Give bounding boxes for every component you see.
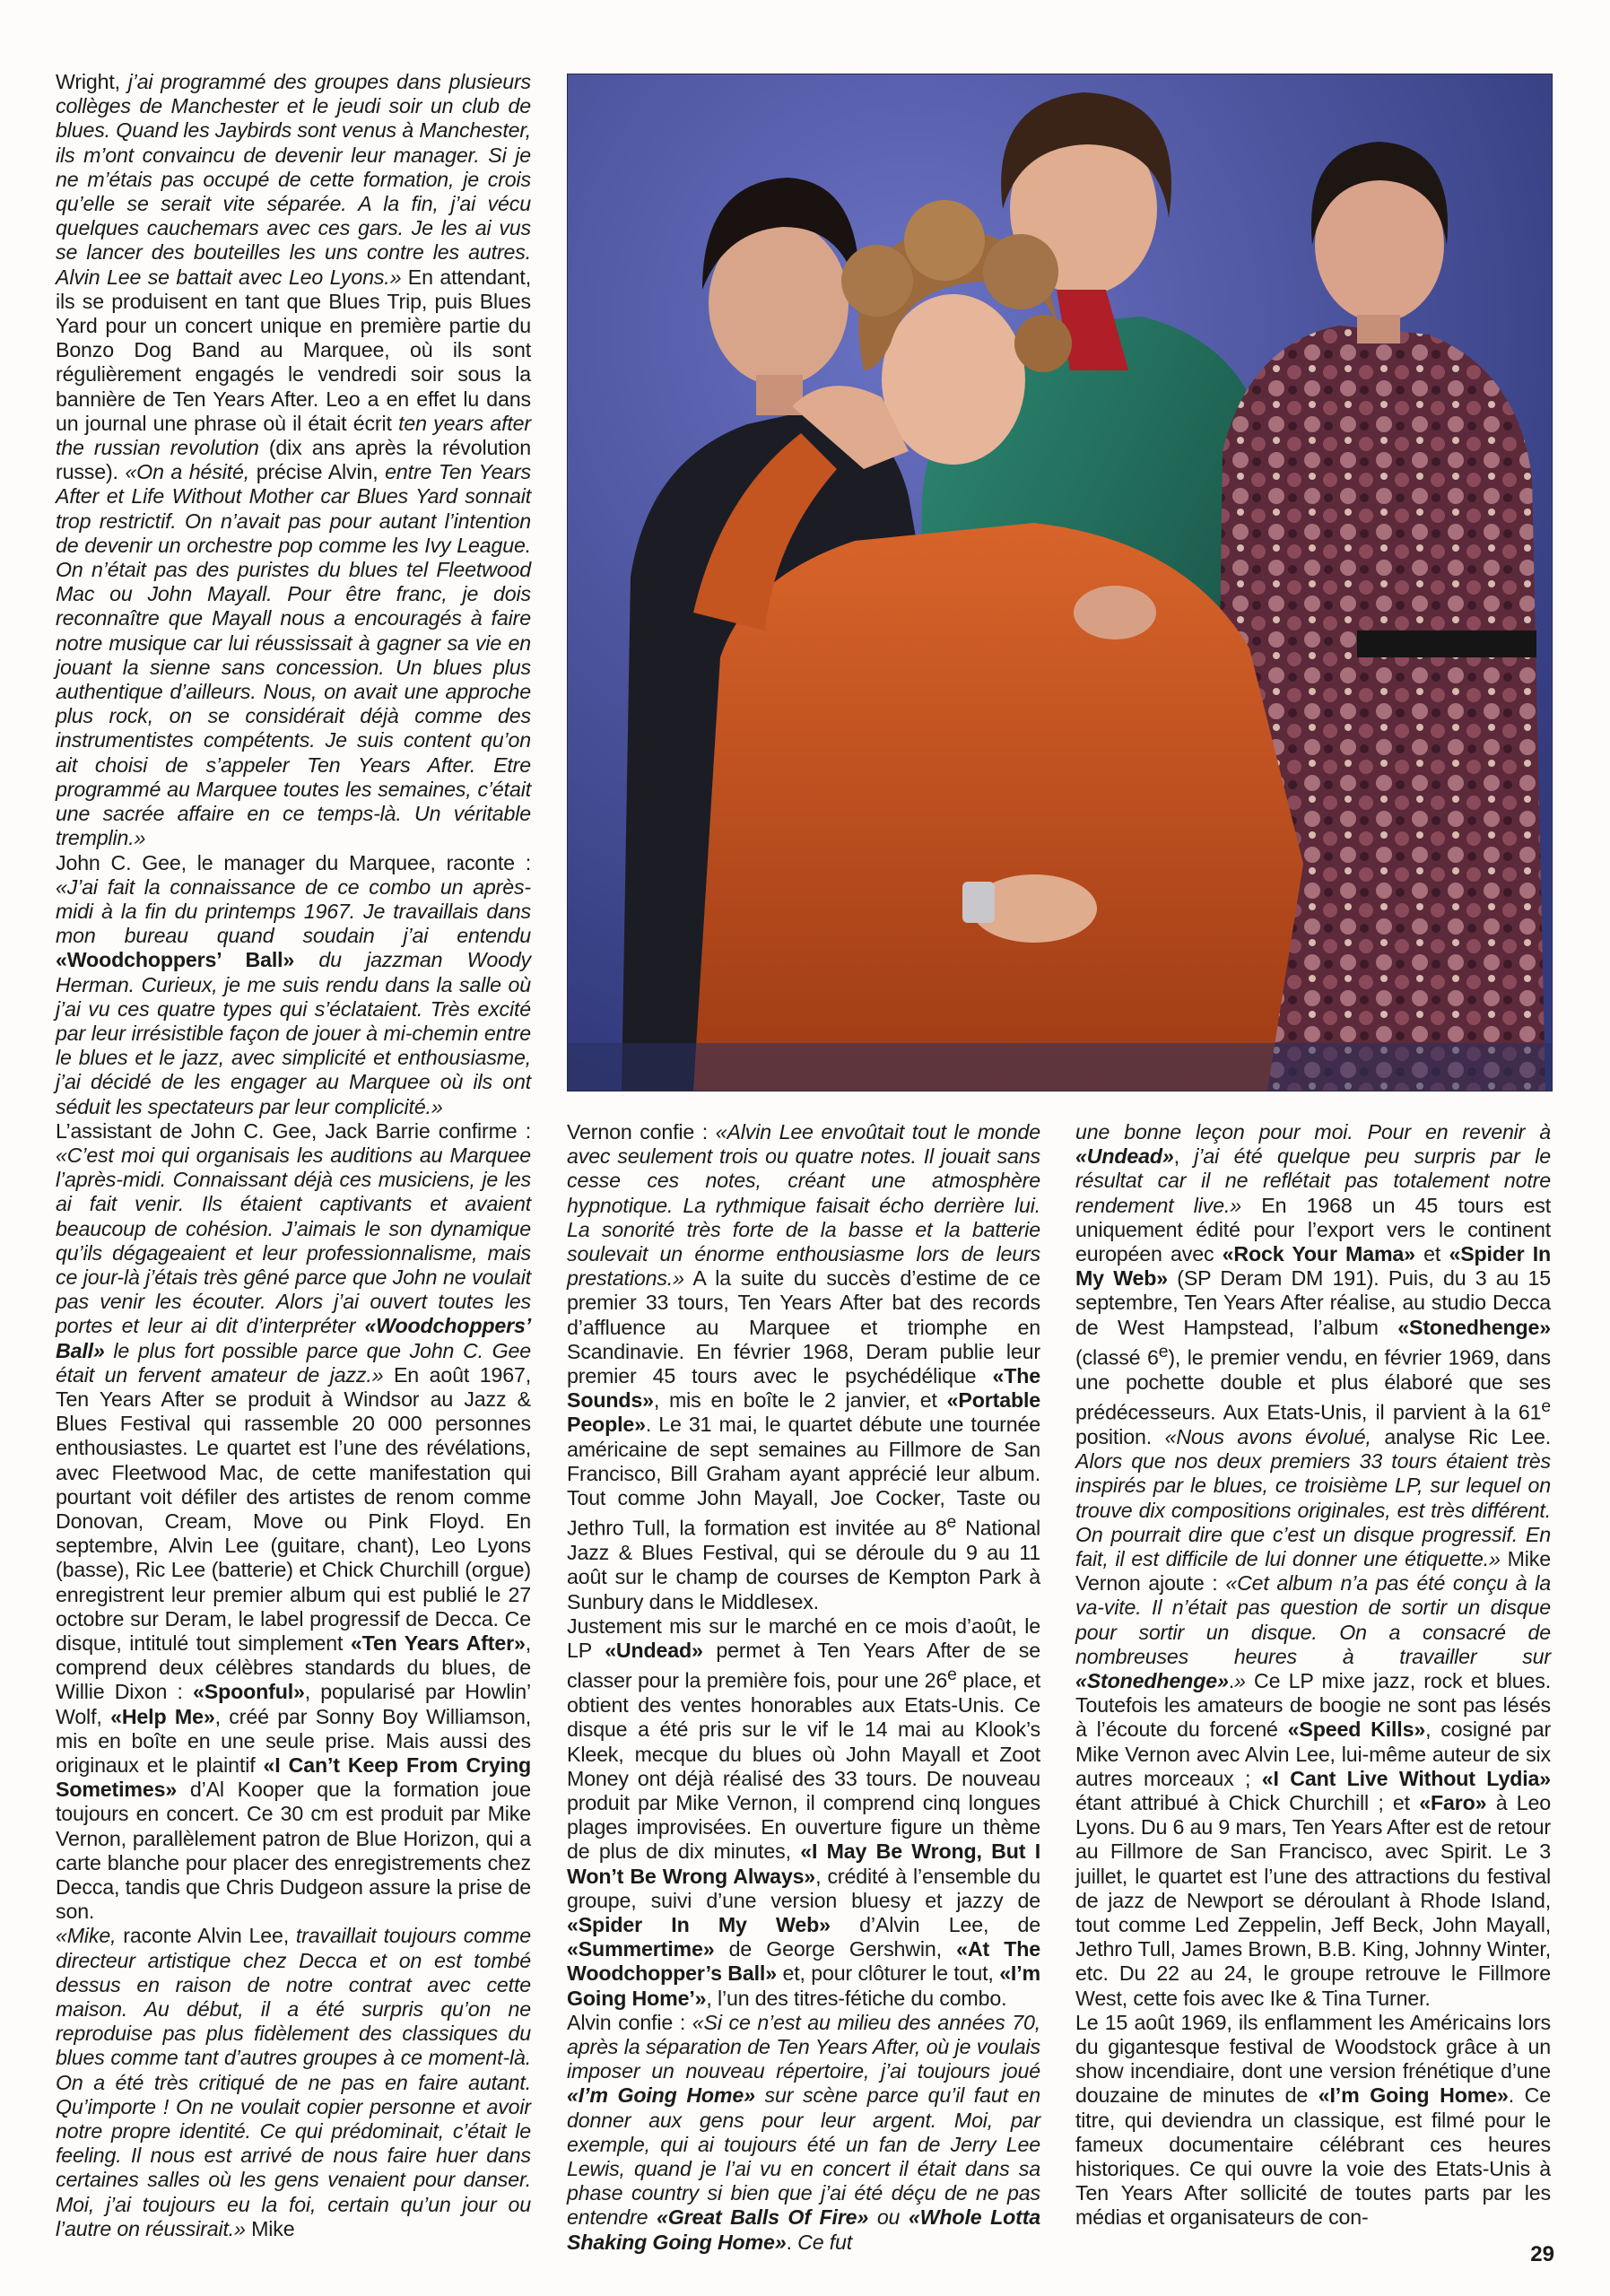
band-photo-illustration bbox=[568, 74, 1552, 1091]
column-left-text: Wright, j’ai programmé des groupes dans plusieurs collèges de Manchester et le jeudi soir un club de blues. Quand les Jaybirds sont venus à Manchester, ils m’ont convaincu de devenir leur manager. Si je ne m’étais pas occupé de cette formation, je crois qu’elle se serait vite séparée. A la fin, j’ai vécu quelques cauchemars avec ces gars. Je les ai vus se lancer des bouteilles les uns contre les autres. Alvin Lee se battait avec Leo Lyons.» En attendant, ils se produisent en tant que Blues Trip, puis Blues Yard pour un concert unique en première partie du Bonzo Dog Band au Marquee, où ils sont régulièrement engagés le vendredi soir sous la bannière de Ten Years After. Leo a en effet lu dans un journal une phrase où il était écrit ten years after the russian revolution (dix ans après la révolution russe). «On a hésité, précise Alvin, entre Ten Years After et Life Without Mother car Blues Yard sonnait trop restrictif. On n’avait pas pour autant l’intention de devenir un orchestre pop comme les Ivy League. On n’était pas des puristes du blues tel Fleetwood Mac ou John Mayall. Pour être franc, je dois reconnaître que Mayall nous a encouragés à faire notre musique car lui réussissait à gagner sa vie en jouant la sienne sans concession. Un blues plus authentique d’ailleurs. Nous, on avait une approche plus rock, on se considérait déjà comme des instrumentistes compétents. Je suis content qu’on ait choisi de s’appeler Ten Years After. Etre programmé au Marquee toutes les semaines, c’était une sacrée affaire en ce temps-là. Un véritable tremplin.» John C. Gee, le manager du Marquee, raconte : «J’ai fait la connaissance de ce combo un après-midi à la fin du printemps 1967. Je travaillais dans mon bureau quand soudain j’ai entendu «Woodchoppers’ Ball» du jazzman Woody Herman. Curieux, je me suis rendu dans la salle où j’ai vu ces quatre types qui s’éclataient. Très excité par leur irrésistible façon de jouer à mi-chemin entre le blues et le jazz, avec simplicité et enthousiasme, j’ai décidé de les engager au Marquee où ils ont séduit les spectateurs par leur complicité.» L’assistant de John C. Gee, Jack Barrie confirme : «C’est moi qui organisais les auditions au Marquee l’après-midi. Connaissant déjà ces musiciens, je les ai fait venir. Ils étaient captivants et avaient beaucoup de cohésion. J’aimais le son dynamique qu’ils dégageaient et leur professionnalisme, mais ce jour-là j’étais très gêné parce que John ne voulait pas venir les écouter. Alors j’ai ouvert toutes les portes et leur ai dit d’interpréter «Woodchoppers’ Ball» le plus fort possible parce que John C. Gee était un fervent amateur de jazz.» En août 1967, Ten Years After se produit à Windsor au Jazz & Blues Festival qui rassemble 20 000 personnes enthousiastes. Le quartet est l’une des révélations, avec Fleetwood Mac, de cette manifestation qui pourtant voit défiler des artistes de renom comme Donovan, Cream, Move ou Pink Floyd. En septembre, Alvin Lee (guitare, chant), Leo Lyons (basse), Ric Lee (batterie) et Chick Churchill (orgue) enregistrent leur premier album qui est publié le 27 octobre sur Deram, le label progressif de Decca. Ce disque, intitulé tout simplement «Ten Years After», comprend deux célèbres standards du blues, de Willie Dixon : «Spoonful», popularisé par Howlin’ Wolf, «Help Me», créé par Sonny Boy Williamson, mis en boîte en une seule prise. Mais aussi des originaux et le plaintif «I Can’t Keep From Crying Sometimes» d’Al Kooper que la formation joue toujours en concert. Ce 30 cm est produit par Mike Vernon, parallèlement patron de Blue Horizon, qui a carte blanche pour placer des enregistrements chez Decca, tandis que Chris Dudgeon assure la prise de son. «Mike, raconte Alvin Lee, travaillait toujours comme directeur artistique chez Decca et on est tombé dessus en raison de notre contrat avec cette maison. Au début, il a été surpris qu’on ne reproduise pas plus fidèlement des classiques du blues comme tant d’autres groupes à ce moment-là. On a été très critiqué de ne pas en faire autant. Qu’importe ! On ne voulait copier personne et avoir notre propre identité. Ce qui prédominait, c’était le feeling. Il nous est arrivé de nous faire huer dans certaines salles où les gens venaient pour danser. Moi, j’ai toujours eu la foi, certain qu’un jour ou l’autre on réussirait.» Mike bbox=[56, 70, 532, 2240]
article-column-middle bbox=[567, 1120, 1040, 2255]
article-column-left bbox=[56, 70, 531, 2241]
article-column-right bbox=[1075, 1120, 1551, 2231]
band-photo bbox=[567, 74, 1553, 1091]
page-number: 29 bbox=[1530, 2242, 1554, 2266]
column-right-text: une bonne leçon pour moi. Pour en revenir à «Undead», j’ai été quelque peu surpris par le résultat car il ne reflétait pas totalement notre rendement live.» En 1968 un 45 tours est uniquement édité pour l’export vers le continent européen avec «Rock Your Mama» et «Spider In My Web» (SP Deram DM 191). Puis, du 3 au 15 septembre, Ten Years After réalise, au studio Decca de West Hampstead, l’album «Stonedhenge» (classé 6e), le premier vendu, en février 1969, dans une pochette double et plus élaboré que ses prédécesseurs. Aux Etats-Unis, il parvient à la 61e position. «Nous avons évolué, analyse Ric Lee. Alors que nos deux premiers 33 tours étaient très inspirés par le blues, ce troisième LP, sur lequel on trouve dix compositions originales, est très différent. On pourrait dire que c’est un disque progressif. En fait, il est difficile de lui donner une étiquette.» Mike Vernon ajoute : «Cet album n’a pas été conçu à la va-vite. Il n’était pas question de sortir un disque pour sortir un disque. On a consacré de nombreuses heures à travailler sur «Stonedhenge».» Ce LP mixe jazz, rock et blues. Toutefois les amateurs de boogie ne sont pas lésés à l’écoute du forcené «Speed Kills», cosigné par Mike Vernon avec Alvin Lee, lui-même auteur de six autres morceaux ; «I Cant Live Without Lydia» étant attribué à Chick Churchill ; et «Faro» à Leo Lyons. Du 6 au 9 mars, Ten Years After est de retour au Fillmore de San Francisco, avec Spirit. Le 3 juillet, le quartet est l’une des attractions du festival de jazz de Newport se déroulant à Rhode Island, tout comme Led Zeppelin, Jeff Beck, John Mayall, Jethro Tull, James Brown, B.B. King, Johnny Winter, etc. Du 22 au 24, le groupe retrouve le Fillmore West, cette fois avec Ike & Tina Turner. Le 15 août 1969, ils enflamment les Américains lors du gigantesque festival de Woodstock grâce à un show incendiaire, dont une version frénétique d’une douzaine de minutes de «I’m Going Home». Ce titre, qui deviendra un classique, est filmé pour le fameux documentaire célébrant ces heures historiques. Ce qui ouvre la voie des Etats-Unis à Ten Years After sollicité de toutes parts par les médias et organisateurs de con- bbox=[1075, 1120, 1552, 2230]
column-middle-text: Vernon confie : «Alvin Lee envoûtait tout le monde avec seulement trois ou quatre notes. Il jouait sans cesse ces notes, créant une atmosphère hypnotique. La rythmique faisait écho derrière lui. La sonorité très forte de la basse et la batterie soulevait un énorme enthousiasme lors de leurs prestations.» A la suite du succès d’estime de ce premier 33 tours, Ten Years After bat des records d’affluence au Marquee et triomphe en Scandinavie. En février 1968, Deram publie leur premier 45 tours avec le psychédélique «The Sounds», mis en boîte le 2 janvier, et «Portable People». Le 31 mai, le quartet débute une tournée américaine de sept semaines au Fillmore de San Francisco, Bill Graham ayant apprécié leur album. Tout comme John Mayall, Joe Cocker, Taste ou Jethro Tull, la formation est invitée au 8e National Jazz & Blues Festival, qui se déroule du 9 au 11 août sur le champ de courses de Kempton Park à Sunbury dans le Middlesex. Justement mis sur le marché en ce mois d’août, le LP «Undead» permet à Ten Years After de se classer pour la première fois, pour une 26e place, et obtient des ventes honorables aux Etats-Unis. Ce disque a été pris sur le vif le 14 mai au Klook’s Kleek, mecque du blues où John Mayall et Zoot Money ont déjà réalisé des 33 tours. De nouveau produit par Mike Vernon, il comprend cinq longues plages improvisées. En ouverture figure un thème de plus de dix minutes, «I May Be Wrong, But I Won’t Be Wrong Always», crédité à l’ensemble du groupe, suivi d’une version bluesy et jazzy de «Spider In My Web» d’Alvin Lee, de «Summertime» de George Gershwin, «At The Woodchopper’s Ball» et, pour clôturer le tout, «I’m Going Home’», l’un des titres-fétiche du combo. Alvin confie : «Si ce n’est au milieu des années 70, après la séparation de Ten Years After, où je voulais imposer un nouveau répertoire, j’ai toujours joué «I’m Going Home» sur scène parce qu’il faut en donner aux gens pour leur argent. Moi, par exemple, qui ai toujours été un fan de Jerry Lee Lewis, quand je l’ai vu en concert il était dans sa phase country si bien que j’ai été déçu de ne pas entendre «Great Balls Of Fire» ou «Whole Lotta Shaking Going Home». Ce fut bbox=[567, 1120, 1041, 2254]
